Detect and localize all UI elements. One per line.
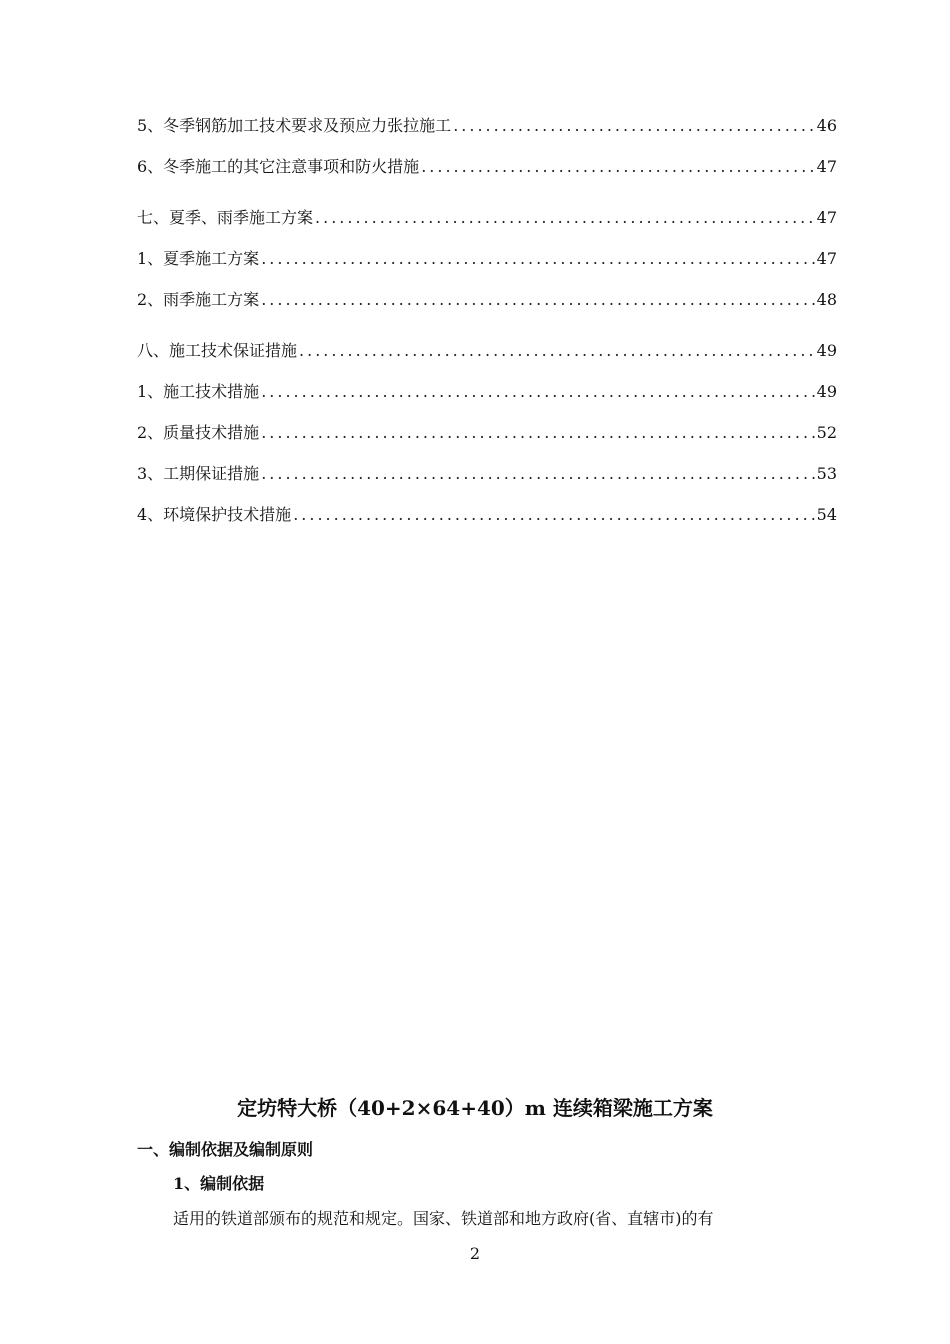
toc-leader-dots bbox=[261, 243, 814, 274]
toc-entry-label: 2、雨季施工方案 bbox=[137, 290, 260, 309]
toc-leader-dots bbox=[315, 202, 815, 233]
toc-entry-label: 1、夏季施工方案 bbox=[137, 249, 260, 268]
toc-entry[interactable] bbox=[137, 243, 837, 284]
document-title: 定坊特大桥（40+2×64+40）m 连续箱梁施工方案 bbox=[237, 1096, 713, 1120]
toc-entry-page: 54 bbox=[816, 505, 837, 524]
toc-leader-dots bbox=[421, 151, 814, 182]
toc-entry-page: 46 bbox=[816, 116, 837, 135]
toc-entry[interactable] bbox=[137, 335, 837, 376]
subsection-heading: 1、编制依据 bbox=[173, 1174, 265, 1193]
toc-entry[interactable] bbox=[137, 110, 837, 151]
toc-entry[interactable] bbox=[137, 417, 837, 458]
toc-entry-page: 47 bbox=[816, 249, 837, 268]
toc-entry-page: 48 bbox=[816, 290, 837, 309]
toc-entry[interactable] bbox=[137, 376, 837, 417]
toc-leader-dots bbox=[453, 110, 814, 141]
toc-entry-page: 53 bbox=[816, 464, 837, 483]
toc-leader-dots bbox=[293, 499, 814, 530]
toc-leader-dots bbox=[261, 417, 814, 448]
toc-entry-label: 5、冬季钢筋加工技术要求及预应力张拉施工 bbox=[137, 116, 452, 135]
toc-entry[interactable] bbox=[137, 151, 837, 192]
toc-leader-dots bbox=[261, 284, 814, 315]
toc-entry-page: 47 bbox=[816, 208, 837, 227]
toc-entry-page: 49 bbox=[816, 341, 837, 360]
toc-entry[interactable] bbox=[137, 458, 837, 499]
toc-entry-label: 3、工期保证措施 bbox=[137, 464, 260, 483]
toc-entry-page: 47 bbox=[816, 157, 837, 176]
body-paragraph: 适用的铁道部颁布的规范和规定。国家、铁道部和地方政府(省、直辖市)的有 bbox=[173, 1209, 714, 1228]
toc-entry[interactable] bbox=[137, 499, 837, 540]
toc-entry-label: 4、环境保护技术措施 bbox=[137, 505, 292, 524]
toc-leader-dots bbox=[261, 376, 814, 407]
toc-entry[interactable] bbox=[137, 202, 837, 243]
table-of-contents bbox=[137, 110, 837, 540]
section-heading: 一、编制依据及编制原则 bbox=[137, 1140, 314, 1159]
toc-entry-label: 6、冬季施工的其它注意事项和防火措施 bbox=[137, 157, 420, 176]
toc-entry-label: 八、施工技术保证措施 bbox=[137, 341, 298, 360]
toc-entry-page: 49 bbox=[816, 382, 837, 401]
toc-entry-label: 2、质量技术措施 bbox=[137, 423, 260, 442]
toc-leader-dots bbox=[299, 335, 815, 366]
toc-entry[interactable] bbox=[137, 284, 837, 325]
page-number: 2 bbox=[469, 1244, 481, 1263]
toc-entry-page: 52 bbox=[816, 423, 837, 442]
toc-entry-label: 1、施工技术措施 bbox=[137, 382, 260, 401]
toc-entry-label: 七、夏季、雨季施工方案 bbox=[137, 208, 314, 227]
toc-leader-dots bbox=[261, 458, 814, 489]
